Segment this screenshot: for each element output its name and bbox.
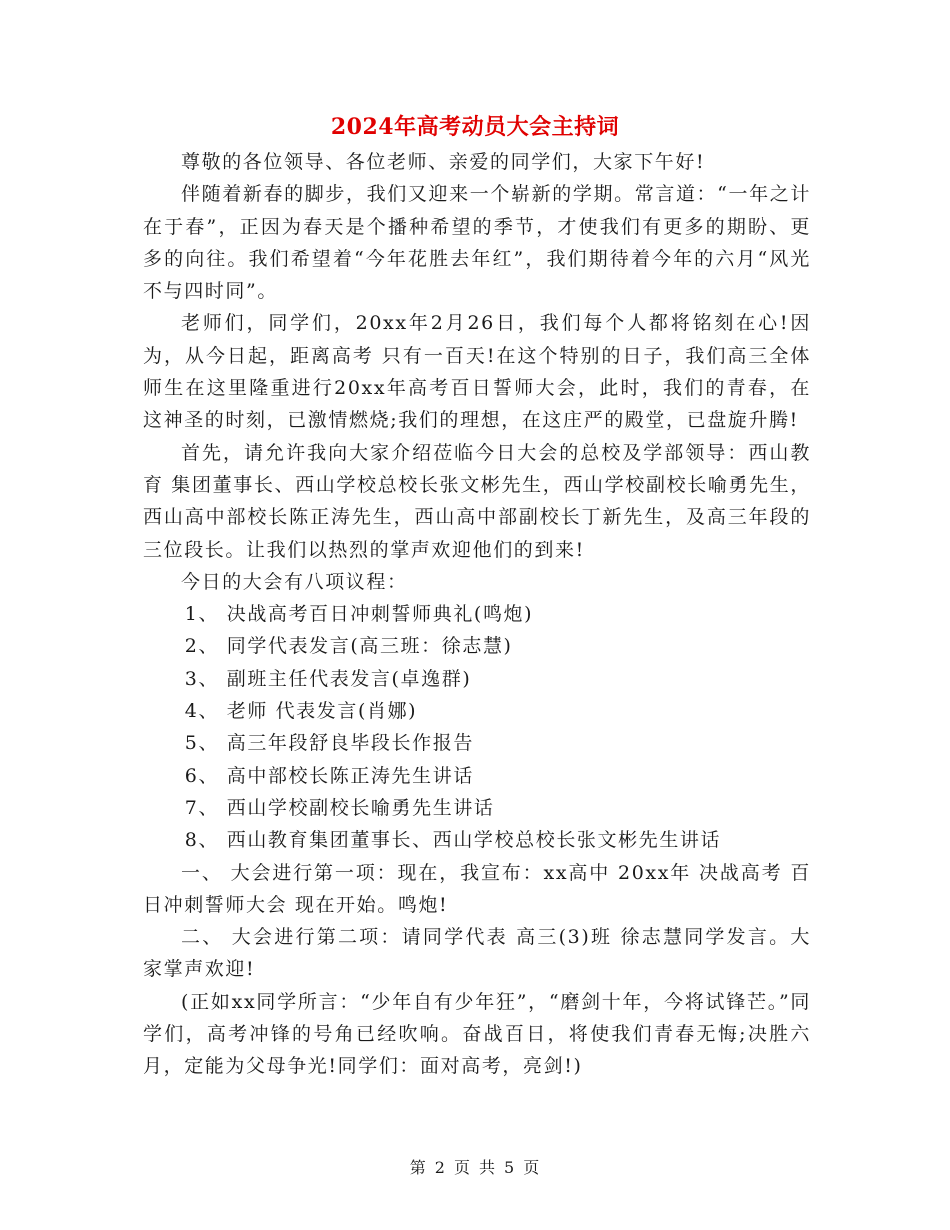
body-paragraph: 老师们，同学们，20xx年2月26日，我们每个人都将铭刻在心!因为，从今日起，距离高考 只有一百天!在这个特别的日子，我们高三全体师生在这里隆重进行20xx年高考百日誓师大会，此时，我们的青春，在这神圣的时刻，已激情燃烧;我们的理想，在这庄严的殿堂，已盘旋升腾! [143, 312, 811, 432]
agenda-intro: 今日的大会有八项议程： [181, 570, 408, 593]
agenda-item: 2、 同学代表发言(高三班：徐志慧) [184, 635, 513, 658]
document-body [143, 146, 811, 1083]
footer-page-unit: 页 [453, 1158, 471, 1177]
agenda-item: 1、 决战高考百日冲刺誓师典礼(鸣炮) [184, 603, 534, 626]
agenda-item: 6、 高中部校长陈正涛先生讲话 [184, 764, 474, 787]
body-paragraph: 首先，请允许我向大家介绍莅临今日大会的总校及学部领导：西山教育 集团董事长、西山学校总校长张文彬先生，西山学校副校长喻勇先生，西山高中部校长陈正涛先生，西山高中部副校长丁新先生，及高三年段的三位段长。让我们以热烈的掌声欢迎他们的到来! [143, 441, 811, 561]
footer-total-prefix: 共 [479, 1158, 497, 1177]
body-paragraph: 一、 大会进行第一项：现在，我宣布：xx高中 20xx年 决战高考 百日冲刺誓师大会 现在开始。鸣炮! [143, 861, 811, 916]
body-paragraph: 二、 大会进行第二项：请同学代表 高三(3)班 徐志慧同学发言。大家掌声欢迎! [143, 926, 811, 981]
greeting-paragraph: 尊敬的各位领导、各位老师、亲爱的同学们，大家下午好! [181, 151, 706, 173]
agenda-item: 4、 老师 代表发言(肖娜) [184, 700, 418, 723]
footer-page-number: 2 [434, 1158, 446, 1177]
footer-prefix: 第 [409, 1158, 427, 1177]
footer-total-pages: 5 [504, 1158, 516, 1177]
document-title: 2024年高考动员大会主持词 [330, 114, 620, 140]
body-paragraph: 伴随着新春的脚步，我们又迎来一个崭新的学期。常言道：“一年之计在于春”，正因为春天是个播种希望的季节，才使我们有更多的期盼、更多的向往。我们希望着“今年花胜去年红”，我们期待着今年的六月“风光不与四时同”。 [143, 183, 811, 303]
agenda-item: 3、 副班主任代表发言(卓逸群) [184, 667, 472, 690]
footer-total-unit: 页 [523, 1158, 541, 1177]
agenda-item: 5、 高三年段舒良毕段长作报告 [184, 732, 474, 755]
agenda-item: 8、 西山教育集团董事长、西山学校总校长张文彬先生讲话 [184, 829, 722, 852]
agenda-item: 7、 西山学校副校长喻勇先生讲话 [184, 796, 495, 819]
body-paragraph: (正如xx同学所言：“少年自有少年狂”，“磨剑十年，今将试锋芒。”同学们，高考冲锋的号角已经吹响。奋战百日，将使我们青春无悔;决胜六月，定能为父母争光!同学们：面对高考，亮剑!) [143, 990, 811, 1078]
agenda-list [143, 598, 811, 856]
page-footer [0, 1155, 950, 1178]
